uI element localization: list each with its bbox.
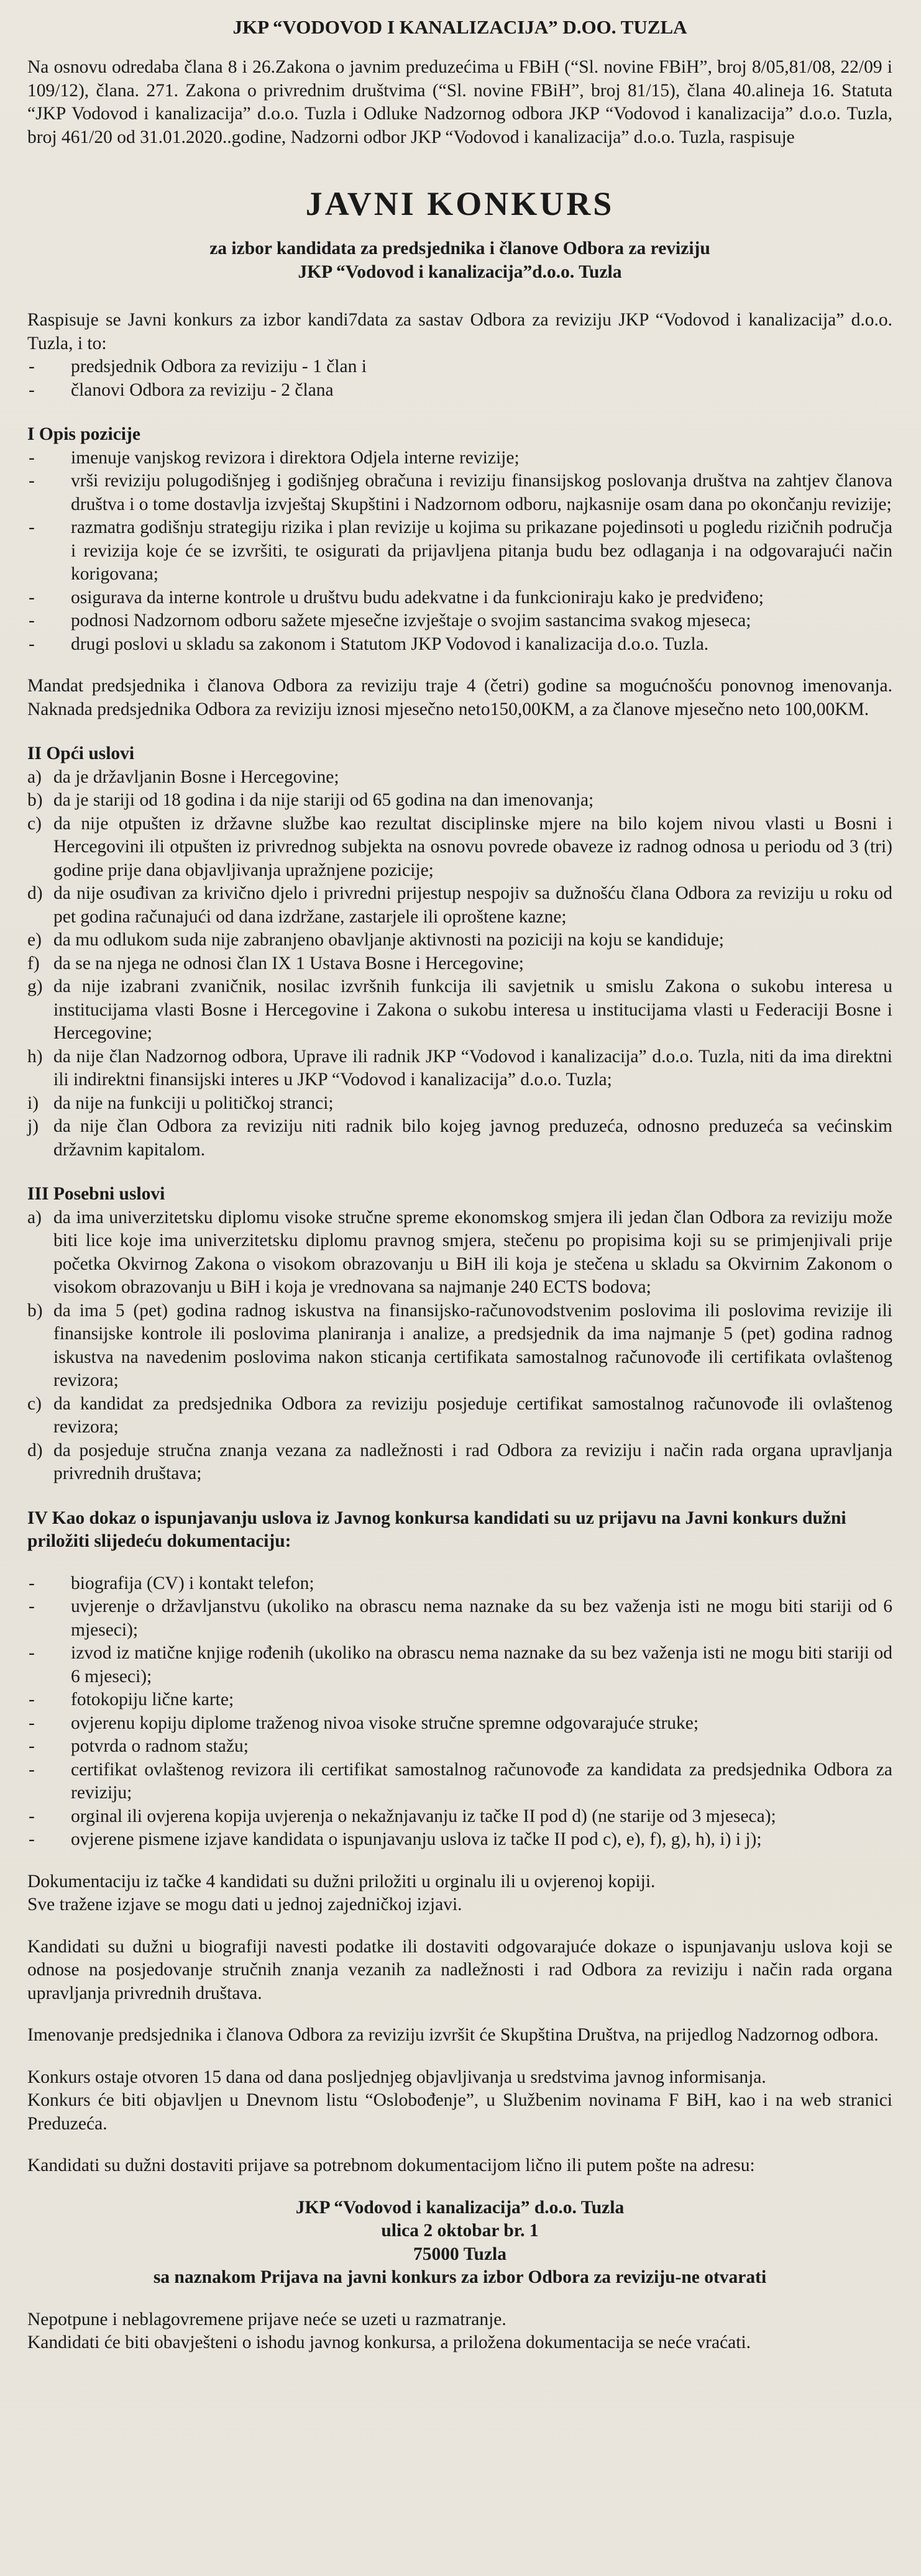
subtitle-line-2: JKP “Vodovod i kanalizacija”d.o.o. Tuzla [298,262,622,282]
item-marker: d) [27,883,43,903]
address-line-2: ulica 2 oktobar br. 1 [381,2221,539,2241]
item-text: da ima univerzitetsku diplomu visoke stručne spreme ekonomskog smjera ili jedan član Odbora za reviziju može biti lice koje ima univerzitetsku diplomu pravnog smjera, stečenu po propisima koji su se primjenjivali prije početka Okvirnog Zakona o visokom obrazovanju u BiH ili koja je stečena u skladu sa Okvirnim Zakonom o visokom obrazovanju u BiH i koja je vrednovana sa najmanje 240 ECTS bodova; [53,1207,892,1297]
item-text: da je državljanin Bosne i Hercegovine; [53,767,339,787]
company-header: JKP “VODOVOD I KANALIZACIJA” D.OO. TUZLA [232,16,687,38]
list-item: - razmatra godišnju strategiju rizika i plan revizije u kojima su prikazane pojedinsoti u pogledu rizičnih područja i revizija koje će se izvršiti, te osigurati da prijavljena pitanja budu bez odlaganja i na odgovarajući način korigovana; [27,516,892,586]
item-marker: f) [27,953,40,973]
item-text: da posjeduje stručna znanja vezana za nadležnosti i rad Odbora za reviziju i način rada organa upravljanja privrednih društava; [53,1440,892,1483]
address-block [27,2196,892,2290]
item-text: da mu odlukom suda nije zabranjeno obavljanje aktivnosti na poziciji na koju se kandiduje; [53,930,724,950]
list-item: - biografija (CV) i kontakt telefon; [27,1572,892,1596]
section-heading-3: III Posebni uslovi [27,1184,165,1204]
item-text: da nije otpušten iz državne službe kao rezultat disciplinske mjere na bilo kojem nivou vlasti u Bosni i Hercegovini ili otpušten iz privrednog subjekta na osnovu povrede obaveze iz radnog odnosa u periodu od 3 (tri) godine prije dana objavljivanja upražnjene pozicije; [53,813,892,880]
list-item [27,952,892,976]
list-item: - orginal ili ovjerena kopija uvjerenja o nekažnjavanju iz tačke II pod d) (ne starije od 3 mjeseca); [27,1805,892,1829]
documents-note-2: Sve tražene izjave se mogu dati u jednoj zajedničkoj izjavi. [27,1895,462,1914]
intro-paragraph: Na osnovu odredaba člana 8 i 26.Zakona o javnim preduzećima u FBiH (“Sl. novine FBiH”, broj 8/05,81/08, 22/09 i 109/12), člana. 271. Zakona o privrednim društvima (“Sl. novine FBiH”, broj 81/15), člana 40.alineja 16. Statuta “JKP Vodovod i kanalizacija” d.o.o. Tuzla i Odluke Nadzornog odbora JKP “Vodovod i kanalizacija” d.o.o. Tuzla, broj 461/20 od 31.01.2020..godine, Nadzorni odbor JKP “Vodovod i kanalizacija” d.o.o. Tuzla, raspisuje [27,57,892,147]
item-marker: d) [27,1440,43,1460]
item-marker: j) [27,1116,39,1136]
item-text: da nije osuđivan za krivično djelo i privredni prijestup nespojiv sa dužnošću člana Odbora za reviziju u roku od pet godina računajući od dana izdržane, zastarjele ili oproštene kazne; [53,883,892,927]
general-conditions-list [27,766,892,1162]
final-note-2: Kandidati će biti obavješteni o ishodu javnog konkursa, a priložena dokumentacija se neće vraćati. [27,2333,751,2352]
list-item [27,929,892,952]
item-marker: b) [27,1300,43,1321]
list-item: - osigurava da interne kontrole u društvu budu adekvatne i da funkcioniraju kako je predviđeno; [27,586,892,610]
appointment-note: Imenovanje predsjednika i članova Odbora za reviziju izvršit će Skupština Društva, na prijedlog Nadzornog odbora. [27,2025,879,2045]
section-heading-4: IV Kao dokaz o ispunjavanju uslova iz Javnog konkursa kandidati su uz prijavu na Javni konkurs dužni priložiti slijedeću dokumentaciju: [27,1508,846,1551]
list-item: - imenuje vanjskog revizora i direktora Odjela interne revizije; [27,447,892,470]
list-item: - fotokopiju lične karte; [27,1688,892,1712]
item-marker: g) [27,976,43,996]
item-text: da nije član Nadzornog odbora, Uprave ili radnik JKP “Vodovod i kanalizacija” d.o.o. Tuzla, niti da ima direktni ili indirektni finansijski interes u JKP “Vodovod i kanalizacija” d.o.o. Tuzla; [53,1046,892,1090]
address-line-4: sa naznakom Prijava na javni konkurs za izbor Odbora za reviziju-ne otvarati [153,2267,767,2287]
positions-list [27,355,892,402]
biography-note: Kandidati su dužni u biografiji navesti podatke ili dostaviti odgovarajuće dokaze o ispunjavanju uslova koji se odnose na posjedovanje stručnih znanja vezanih za nadležnosti i rad Odbora za reviziju i način rada organa upravljanja privrednih društava. [27,1936,892,2003]
item-text: da nije izabrani zvaničnik, nosilac izvršnih funkcija ili savjetnik u smislu Zakona o sukobu interesa u institucijama vlasti Bosne i Hercegovine i Zakona o sukobu interesa u institucijama vlasti u Federaciji Bosne i Hercegovine; [53,976,892,1043]
list-item [27,789,892,812]
list-item [27,766,892,790]
item-marker: i) [27,1093,39,1113]
list-item [27,1115,892,1162]
list-item [27,812,892,883]
list-item: - izvod iz matične knjige rođenih (ukoliko na obrascu nema naznake da su bez važenja isti ne mogu biti stariji od 6 mjeseci); [27,1642,892,1688]
item-text: da kandidat za predsjednika Odbora za reviziju posjeduje certifikat samostalnog računovođe ili ovlaštenog revizora; [53,1393,892,1437]
final-note-1: Nepotpune i neblagovremene prijave neće se uzeti u razmatranje. [27,2309,506,2329]
address-line-1: JKP “Vodovod i kanalizacija” d.o.o. Tuzla [295,2197,625,2218]
item-marker: b) [27,790,43,810]
item-marker: c) [27,1393,42,1414]
documents-note-1: Dokumentaciju iz tačke 4 kandidati su dužni priložiti u orginalu ili u ovjerenoj kopiji. [27,1871,656,1891]
list-item: - certifikat ovlaštenog revizora ili certifikat samostalnog računovođe za kandidata za predsjednika Odbora za reviziju; [27,1759,892,1805]
announcement-paragraph: Raspisuje se Javni konkurs za izbor kandi7data za sastav Odbora za reviziju JKP “Vodovod i kanalizacija” d.o.o. Tuzla, i to: [27,310,892,353]
list-item [27,1299,892,1393]
list-item [27,1439,892,1486]
list-item: - ovjerenu kopiju diplome traženog nivoa visoke stručne spremne odgovarajuće struke; [27,1712,892,1736]
list-item: - drugi poslovi u skladu sa zakonom i Statutom JKP Vodovod i kanalizacija d.o.o. Tuzla. [27,633,892,657]
list-item: - predsjednik Odbora za reviziju - 1 član i [27,355,892,379]
documentation-list [27,1572,892,1852]
list-item [27,1393,892,1439]
section-heading-1: I Opis pozicije [27,424,140,444]
item-text: da se na njega ne odnosi član IX 1 Ustava Bosne i Hercegovine; [53,953,524,973]
item-marker: c) [27,813,42,834]
list-item [27,1045,892,1092]
list-item [27,882,892,929]
submission-note: Kandidati su dužni dostaviti prijave sa potrebnom dokumentacijom lično ili putem pošte na adresu: [27,2155,755,2175]
item-text: da ima 5 (pet) godina radnog iskustva na finansijsko-računovodstvenim poslovima ili poslovima revizije ili finansijske kontrole ili poslovima planiranja i analize, a predsjednik da ima najmanje 5 (pet) godina radnog iskustva na navedenim poslovima nakon sticanja certifikata samostalnog računovođe ili certifikata ovlaštenog revizora; [53,1300,892,1390]
mandate-paragraph: Mandat predsjednika i članova Odbora za reviziju traje 4 (četri) godine sa mogućnošću ponovnog imenovanja. Naknada predsjednika Odbora za reviziju iznosi mjesečno neto150,00KM, a za članove mjesečno neto 100,00KM. [27,676,892,719]
item-marker: a) [27,1207,42,1227]
special-conditions-list [27,1206,892,1486]
position-description-list [27,447,892,657]
item-text: da nije na funkciji u političkoj stranci; [53,1093,334,1113]
list-item: - vrši reviziju polugodišnjeg i godišnjeg obračuna i reviziju finansijskog poslovanja društva na zahtjev članova društva i o tome dostavlja izvještaj Skupštini i Nadzornom odboru, najkasnije osam dana po okončanju revizije; [27,470,892,516]
list-item: - podnosi Nadzornom odboru sažete mjesečne izvještaje o svojim sastancima svakog mjeseca; [27,609,892,633]
publication-note: Konkurs će biti objavljen u Dnevnom listu “Oslobođenje”, u Službenim novinama F BiH, kao i na web stranici Preduzeća. [27,2090,892,2134]
open-period-note: Konkurs ostaje otvoren 15 dana od dana posljednjeg objavljivanja u sredstvima javnog informisanja. [27,2067,766,2087]
section-heading-2: II Opći uslovi [27,744,135,763]
list-item: - potvrda o radnom stažu; [27,1735,892,1759]
list-item [27,1206,892,1299]
address-line-3: 75000 Tuzla [413,2244,506,2264]
list-item: - ovjerene pismene izjave kandidata o ispunjavanju uslova iz tačke II pod c), e), f), g), h), i) i j); [27,1828,892,1852]
document-title: JAVNI KONKURS [305,185,615,222]
list-item: - uvjerenje o državljanstvu (ukoliko na obrascu nema naznake da su bez važenja isti ne mogu biti stariji od 6 mjeseci); [27,1595,892,1642]
item-text: da nije član Odbora za reviziju niti radnik bilo kojeg javnog preduzeća, odnosno preduzeća sa većinskim državnim kapitalom. [53,1116,892,1160]
list-item [27,1092,892,1116]
subtitle-line-1: za izbor kandidata za predsjednika i članove Odbora za reviziju [209,239,710,258]
item-text: da je stariji od 18 godina i da nije stariji od 65 godina na dan imenovanja; [53,790,594,810]
item-marker: a) [27,767,42,787]
list-item: - članovi Odbora za reviziju - 2 člana [27,379,892,403]
item-marker: e) [27,930,42,950]
list-item [27,975,892,1045]
item-marker: h) [27,1046,43,1067]
